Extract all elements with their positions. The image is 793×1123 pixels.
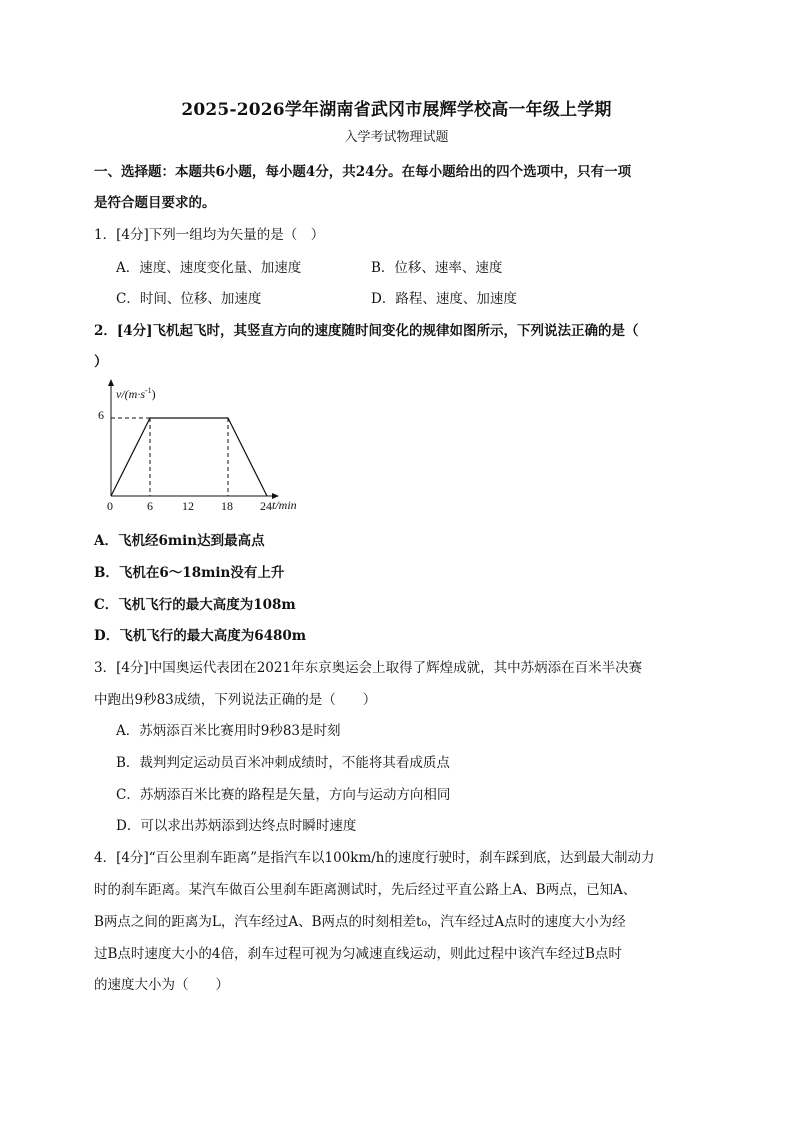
- question-3-option-a: A．苏炳添百米比赛用时9秒83是时刻: [116, 723, 341, 739]
- x-tick-label: 0: [107, 499, 113, 513]
- section-heading-cont: 是符合题目要求的。: [94, 195, 216, 211]
- question-1-option-b: B．位移、速率、速度: [371, 260, 503, 276]
- question-3-stem: 3．[4分]中国奥运代表团在2021年东京奥运会上取得了辉煌成就，其中苏炳添在百米半决赛: [94, 660, 643, 676]
- question-3-stem-cont: 中跑出9秒83成绩，下列说法正确的是（ ）: [94, 692, 377, 708]
- x-tick-label: 12: [182, 499, 194, 513]
- question-1-stem: 1．[4分]下列一组均为矢量的是（ ）: [94, 227, 325, 243]
- x-tick-label: 24: [260, 499, 272, 513]
- x-tick-label: 18: [221, 499, 233, 513]
- x-axis-label: t/min: [272, 498, 297, 512]
- question-3-option-b: B．裁判判定运动员百米冲刺成绩时，不能将其看成质点: [116, 755, 450, 771]
- page-subtitle: 入学考试物理试题: [344, 130, 449, 145]
- question-4-line-1: 4．[4分]“百公里刹车距离”是指汽车以100km/h的速度行驶时，刹车踩到底，达到最大制动力: [94, 850, 655, 866]
- question-2-option-d: D．飞机飞行的最大高度为6480m: [94, 628, 307, 644]
- y-axis-arrow: [108, 379, 114, 386]
- question-4-line-2: 时的刹车距离。某汽车做百公里刹车距离测试时，先后经过平直公路上A、B两点，已知A、: [94, 882, 637, 898]
- velocity-time-graph: [96, 378, 316, 520]
- question-1-option-d: D．路程、速度、加速度: [371, 291, 517, 307]
- question-2-option-a: A．飞机经6min达到最高点: [94, 533, 265, 549]
- x-tick-label: 6: [147, 499, 153, 513]
- question-4-line-4: 过B点时速度大小的4倍，刹车过程可视为匀减速直线运动，则此过程中该汽车经过B点时: [94, 946, 622, 962]
- question-1-option-c: C．时间、位移、加速度: [116, 291, 262, 307]
- page-title: 2025-2026学年湖南省武冈市展辉学校高一年级上学期: [181, 100, 612, 120]
- question-4-line-5: 的速度大小为（ ）: [94, 977, 229, 993]
- x-tick-labels: [107, 499, 272, 513]
- question-2-option-c: C．飞机飞行的最大高度为108m: [94, 597, 296, 613]
- y-axis-label: $v/(m\cdot s^{-1})$: [116, 386, 156, 401]
- question-2-stem: 2．[4分]飞机起飞时，其竖直方向的速度随时间变化的规律如图所示，下列说法正确的是（: [94, 323, 639, 339]
- question-2-option-b: B．飞机在6～18min没有上升: [94, 565, 285, 581]
- question-3-option-d: D．可以求出苏炳添到达终点时瞬时速度: [116, 818, 357, 834]
- question-3-option-c: C．苏炳添百米比赛的路程是矢量，方向与运动方向相同: [116, 787, 451, 803]
- section-heading: 一、选择题：本题共6小题，每小题4分，共24分。在每小题给出的四个选项中，只有一项: [94, 164, 632, 180]
- velocity-curve: [111, 418, 267, 496]
- dashed-guides: [111, 418, 228, 496]
- y-tick-label: 6: [98, 408, 104, 422]
- question-4-line-3: B两点之间的距离为L，汽车经过A、B两点的时刻相差t₀，汽车经过A点时的速度大小为经: [94, 914, 626, 930]
- question-1-option-a: A．速度、速度变化量、加速度: [116, 260, 302, 276]
- question-2-stem-cont: ）: [94, 354, 108, 370]
